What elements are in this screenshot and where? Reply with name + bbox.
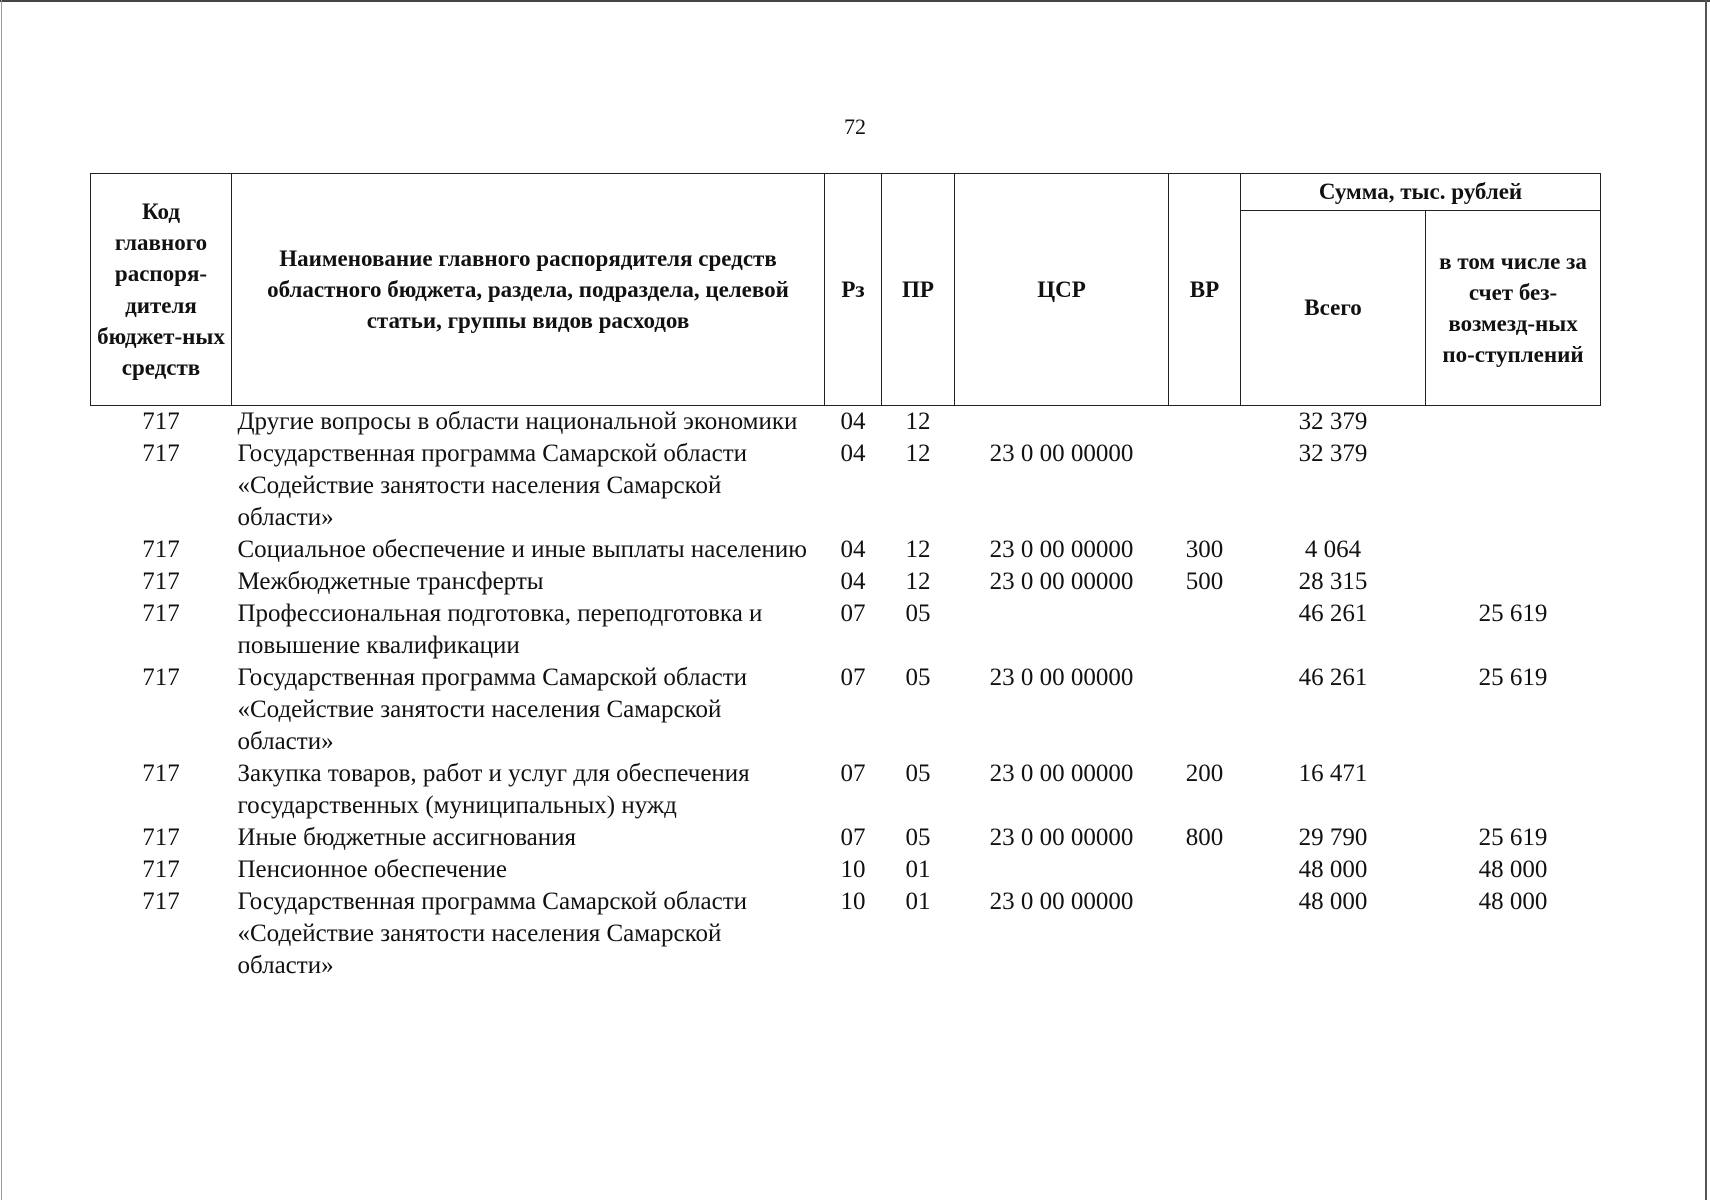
cell-total: 29 790 xyxy=(1298,824,1368,851)
table-row xyxy=(91,566,1601,598)
cell-free xyxy=(1426,534,1601,566)
cell-total: 4 064 xyxy=(1304,536,1362,563)
budget-table xyxy=(90,173,1601,982)
cell-vr xyxy=(1169,406,1241,439)
cell-code: 717 xyxy=(142,568,180,595)
table-row xyxy=(91,822,1601,854)
table-row xyxy=(91,758,1601,822)
header-total: Всего xyxy=(1241,211,1426,406)
page-number: 72 xyxy=(844,114,866,139)
cell-code: 717 xyxy=(142,856,180,883)
cell-free xyxy=(1426,406,1601,439)
cell-pr: 01 xyxy=(905,856,931,883)
table-row xyxy=(91,534,1601,566)
cell-pr: 12 xyxy=(905,440,931,467)
cell-csr: 23 0 00 00000 xyxy=(989,888,1134,915)
cell-csr: 23 0 00 00000 xyxy=(989,760,1134,787)
cell-name: Государственная программа Самарской области «Содействие занятости населения Самарской области» xyxy=(237,664,747,755)
table-row xyxy=(91,438,1601,534)
cell-code: 717 xyxy=(142,760,180,787)
header-vr: ВР xyxy=(1169,174,1241,406)
table-row xyxy=(91,662,1601,758)
cell-vr xyxy=(1169,598,1241,662)
scan-border-top xyxy=(0,0,1710,2)
cell-code: 717 xyxy=(142,888,180,915)
cell-free: 25 619 xyxy=(1478,664,1548,691)
header-code: Код главного распоря-дителя бюджет-ных средств xyxy=(91,174,232,406)
cell-pr: 05 xyxy=(905,664,931,691)
cell-rz: 07 xyxy=(840,600,866,627)
cell-total: 16 471 xyxy=(1298,760,1368,787)
cell-code: 717 xyxy=(142,600,180,627)
cell-pr: 05 xyxy=(905,760,931,787)
cell-name: Профессиональная подготовка, переподготовка и повышение квалификации xyxy=(237,600,763,659)
cell-name: Закупка товаров, работ и услуг для обеспечения государственных (муниципальных) нужд xyxy=(237,760,750,819)
cell-pr: 12 xyxy=(905,568,931,595)
cell-rz: 04 xyxy=(840,536,866,563)
cell-rz: 04 xyxy=(840,408,866,435)
cell-vr xyxy=(1169,662,1241,758)
cell-csr xyxy=(955,854,1169,886)
cell-total: 28 315 xyxy=(1298,568,1368,595)
cell-rz: 10 xyxy=(840,856,866,883)
cell-free: 48 000 xyxy=(1478,856,1548,883)
cell-total: 46 261 xyxy=(1298,600,1368,627)
cell-rz: 07 xyxy=(840,824,866,851)
cell-name: Государственная программа Самарской области «Содействие занятости населения Самарской области» xyxy=(237,440,747,531)
cell-free xyxy=(1426,438,1601,534)
cell-vr: 500 xyxy=(1185,568,1224,595)
cell-pr: 05 xyxy=(905,600,931,627)
cell-name: Межбюджетные трансферты xyxy=(237,568,544,595)
cell-vr: 300 xyxy=(1185,536,1224,563)
cell-pr: 12 xyxy=(905,536,931,563)
table-row xyxy=(91,406,1601,439)
cell-total: 48 000 xyxy=(1298,856,1368,883)
cell-name: Пенсионное обеспечение xyxy=(237,856,507,883)
cell-vr xyxy=(1169,854,1241,886)
cell-rz: 10 xyxy=(840,888,866,915)
cell-csr: 23 0 00 00000 xyxy=(989,536,1134,563)
cell-name: Государственная программа Самарской области «Содействие занятости населения Самарской области» xyxy=(237,888,747,979)
table-body xyxy=(91,406,1601,983)
cell-rz: 04 xyxy=(840,440,866,467)
cell-name: Иные бюджетные ассигнования xyxy=(237,824,577,851)
header-pr: ПР xyxy=(882,174,955,406)
table-row xyxy=(91,886,1601,982)
table-header xyxy=(91,174,1601,406)
cell-pr: 12 xyxy=(905,408,931,435)
cell-name: Социальное обеспечение и иные выплаты населению xyxy=(237,536,807,563)
cell-vr xyxy=(1169,438,1241,534)
cell-total: 32 379 xyxy=(1298,440,1368,467)
header-csr: ЦСР xyxy=(955,174,1169,406)
scan-border-left xyxy=(1,0,2,1200)
cell-code: 717 xyxy=(142,440,180,467)
cell-vr: 200 xyxy=(1185,760,1224,787)
cell-csr xyxy=(955,406,1169,439)
cell-pr: 05 xyxy=(905,824,931,851)
cell-free: 25 619 xyxy=(1478,824,1548,851)
cell-total: 46 261 xyxy=(1298,664,1368,691)
cell-csr: 23 0 00 00000 xyxy=(989,440,1134,467)
header-free: в том числе за счет без-возмезд-ных по-ступлений xyxy=(1426,211,1601,406)
table-row xyxy=(91,598,1601,662)
cell-free: 48 000 xyxy=(1478,888,1548,915)
cell-code: 717 xyxy=(142,824,180,851)
cell-code: 717 xyxy=(142,664,180,691)
cell-free xyxy=(1426,758,1601,822)
cell-csr: 23 0 00 00000 xyxy=(989,568,1134,595)
table-row xyxy=(91,854,1601,886)
cell-total: 48 000 xyxy=(1298,888,1368,915)
cell-csr: 23 0 00 00000 xyxy=(989,664,1134,691)
cell-vr: 800 xyxy=(1185,824,1224,851)
cell-total: 32 379 xyxy=(1298,408,1368,435)
cell-vr xyxy=(1169,886,1241,982)
scan-border-right xyxy=(1705,0,1707,1200)
header-rz: Рз xyxy=(825,174,882,406)
cell-code: 717 xyxy=(142,408,180,435)
cell-rz: 07 xyxy=(840,760,866,787)
cell-csr xyxy=(955,598,1169,662)
header-name: Наименование главного распорядителя средств областного бюджета, раздела, подраздела, целевой статьи, группы видов расходов xyxy=(232,174,825,406)
cell-free: 25 619 xyxy=(1478,600,1548,627)
cell-csr: 23 0 00 00000 xyxy=(989,824,1134,851)
cell-pr: 01 xyxy=(905,888,931,915)
cell-rz: 04 xyxy=(840,568,866,595)
cell-rz: 07 xyxy=(840,664,866,691)
cell-code: 717 xyxy=(142,536,180,563)
cell-free xyxy=(1426,566,1601,598)
cell-name: Другие вопросы в области национальной экономики xyxy=(237,408,798,435)
header-sum: Сумма, тыс. рублей xyxy=(1241,174,1601,211)
